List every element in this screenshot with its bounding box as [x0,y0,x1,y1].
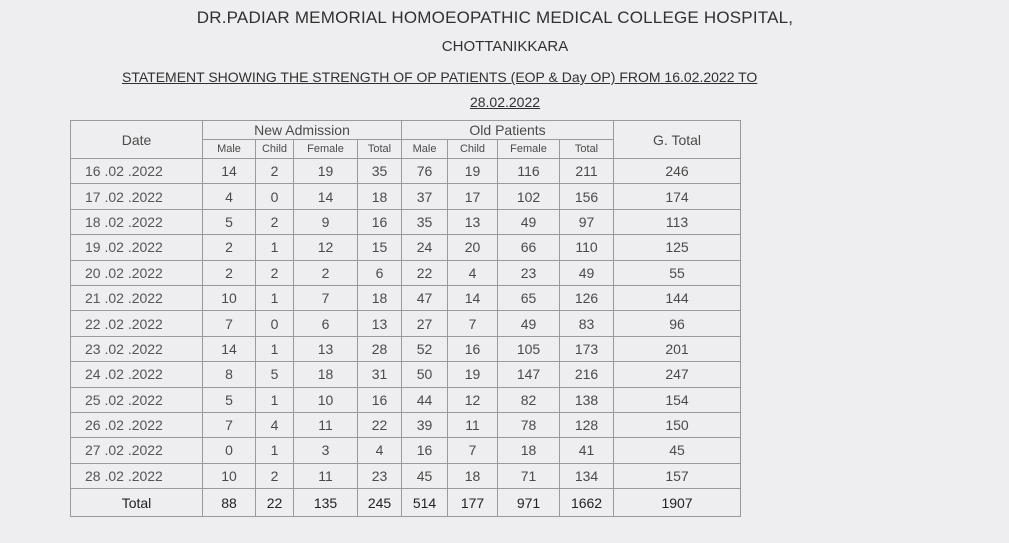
row-value: 52 [402,336,448,361]
row-value: 134 [560,463,614,488]
total-value: 245 [358,489,402,517]
total-value: 22 [256,489,294,517]
row-value: 45 [402,463,448,488]
row-value: 83 [560,311,614,336]
row-value: 12 [448,387,498,412]
row-value: 7 [294,285,358,310]
row-value: 11 [448,412,498,437]
row-value: 19 [448,362,498,387]
row-value: 173 [560,336,614,361]
row-date: 22 .02 .2022 [71,311,203,336]
row-value: 15 [358,235,402,260]
row-value: 0 [256,311,294,336]
total-value: 177 [448,489,498,517]
row-value: 16 [358,209,402,234]
row-grand-total: 247 [614,362,741,387]
row-value: 5 [256,362,294,387]
row-value: 11 [294,463,358,488]
row-date: 26 .02 .2022 [71,412,203,437]
row-value: 23 [498,260,560,285]
table-row [71,387,741,412]
row-value: 13 [358,311,402,336]
row-value: 41 [560,438,614,463]
row-value: 2 [294,260,358,285]
row-value: 39 [402,412,448,437]
table-row [71,235,741,260]
row-value: 116 [498,159,560,184]
statement-date-end: 28.02.2022 [469,94,541,110]
row-value: 102 [498,184,560,209]
row-value: 128 [560,412,614,437]
row-value: 49 [560,260,614,285]
table-row [71,159,741,184]
row-value: 31 [358,362,402,387]
row-value: 156 [560,184,614,209]
row-value: 216 [560,362,614,387]
row-value: 5 [203,387,256,412]
row-value: 18 [448,463,498,488]
row-value: 0 [256,184,294,209]
row-value: 18 [358,184,402,209]
total-value: 135 [294,489,358,517]
table-row [71,362,741,387]
sub-header: Female [498,140,560,159]
row-value: 3 [294,438,358,463]
row-value: 7 [448,438,498,463]
row-value: 4 [448,260,498,285]
row-value: 35 [402,209,448,234]
sub-header: Male [203,140,256,159]
row-grand-total: 125 [614,235,741,260]
row-value: 71 [498,463,560,488]
row-value: 78 [498,412,560,437]
row-value: 14 [448,285,498,310]
hospital-location: CHOTTANIKKARA [441,38,569,55]
table-row [71,463,741,488]
grand-total-value: 1907 [614,489,741,517]
row-value: 65 [498,285,560,310]
row-value: 7 [203,412,256,437]
row-value: 11 [294,412,358,437]
row-value: 6 [358,260,402,285]
row-value: 18 [358,285,402,310]
row-value: 147 [498,362,560,387]
op-strength-table [70,120,741,517]
row-grand-total: 246 [614,159,741,184]
total-value: 514 [402,489,448,517]
total-value: 88 [203,489,256,517]
row-value: 17 [448,184,498,209]
row-value: 6 [294,311,358,336]
row-value: 1 [256,387,294,412]
row-value: 44 [402,387,448,412]
row-value: 50 [402,362,448,387]
row-value: 2 [256,209,294,234]
row-value: 12 [294,235,358,260]
row-value: 13 [448,209,498,234]
row-grand-total: 150 [614,412,741,437]
table-row [71,336,741,361]
row-value: 14 [203,336,256,361]
sub-header: Child [448,140,498,159]
new-admission-header: New Admission [203,121,402,140]
row-value: 47 [402,285,448,310]
statement-title: STATEMENT SHOWING THE STRENGTH OF OP PATIENTS (EOP & Day OP) FROM 16.02.2022 TO [122,69,758,85]
row-date: 23 .02 .2022 [71,336,203,361]
row-value: 7 [203,311,256,336]
row-value: 2 [256,260,294,285]
row-value: 24 [402,235,448,260]
row-grand-total: 45 [614,438,741,463]
row-date: 19 .02 .2022 [71,235,203,260]
row-value: 20 [448,235,498,260]
row-date: 24 .02 .2022 [71,362,203,387]
row-value: 14 [294,184,358,209]
table-row [71,260,741,285]
row-value: 110 [560,235,614,260]
row-value: 22 [358,412,402,437]
row-grand-total: 113 [614,209,741,234]
hospital-name: DR.PADIAR MEMORIAL HOMOEOPATHIC MEDICAL COLLEGE HOSPITAL, [196,8,794,27]
row-grand-total: 174 [614,184,741,209]
row-value: 1 [256,438,294,463]
row-value: 10 [203,285,256,310]
row-value: 16 [402,438,448,463]
row-value: 10 [294,387,358,412]
row-value: 1 [256,235,294,260]
row-value: 82 [498,387,560,412]
row-value: 5 [203,209,256,234]
total-value: 1662 [560,489,614,517]
row-value: 16 [448,336,498,361]
table-row [71,311,741,336]
row-value: 19 [448,159,498,184]
grand-total-header: G. Total [614,121,741,159]
date-column-header: Date [71,121,203,159]
row-date: 25 .02 .2022 [71,387,203,412]
row-value: 2 [256,463,294,488]
total-row [71,489,741,517]
row-value: 1 [256,285,294,310]
row-grand-total: 144 [614,285,741,310]
row-grand-total: 154 [614,387,741,412]
row-value: 1 [256,336,294,361]
row-grand-total: 96 [614,311,741,336]
row-value: 2 [203,260,256,285]
old-patients-header: Old Patients [402,121,614,140]
row-value: 4 [256,412,294,437]
row-value: 138 [560,387,614,412]
row-value: 4 [203,184,256,209]
table-row [71,209,741,234]
row-value: 27 [402,311,448,336]
row-value: 7 [448,311,498,336]
row-date: 27 .02 .2022 [71,438,203,463]
row-value: 16 [358,387,402,412]
row-date: 28 .02 .2022 [71,463,203,488]
row-value: 0 [203,438,256,463]
row-value: 35 [358,159,402,184]
row-grand-total: 55 [614,260,741,285]
sub-header: Child [256,140,294,159]
row-value: 37 [402,184,448,209]
row-value: 2 [203,235,256,260]
row-value: 49 [498,209,560,234]
row-value: 2 [256,159,294,184]
row-value: 97 [560,209,614,234]
row-value: 8 [203,362,256,387]
row-value: 4 [358,438,402,463]
row-grand-total: 201 [614,336,741,361]
sub-header: Male [402,140,448,159]
row-value: 126 [560,285,614,310]
total-value: 971 [498,489,560,517]
total-label: Total [71,489,203,517]
sub-header: Total [560,140,614,159]
table-row [71,184,741,209]
row-grand-total: 157 [614,463,741,488]
row-value: 13 [294,336,358,361]
row-value: 105 [498,336,560,361]
row-date: 20 .02 .2022 [71,260,203,285]
table-row [71,412,741,437]
table-row [71,285,741,310]
row-value: 28 [358,336,402,361]
row-value: 211 [560,159,614,184]
row-value: 18 [294,362,358,387]
row-value: 14 [203,159,256,184]
sub-header: Total [358,140,402,159]
row-value: 9 [294,209,358,234]
row-value: 10 [203,463,256,488]
row-value: 19 [294,159,358,184]
row-value: 22 [402,260,448,285]
row-date: 16 .02 .2022 [71,159,203,184]
row-date: 21 .02 .2022 [71,285,203,310]
row-value: 18 [498,438,560,463]
row-value: 66 [498,235,560,260]
row-value: 76 [402,159,448,184]
sub-header: Female [294,140,358,159]
table-row [71,438,741,463]
row-date: 18 .02 .2022 [71,209,203,234]
row-value: 23 [358,463,402,488]
row-value: 49 [498,311,560,336]
row-date: 17 .02 .2022 [71,184,203,209]
